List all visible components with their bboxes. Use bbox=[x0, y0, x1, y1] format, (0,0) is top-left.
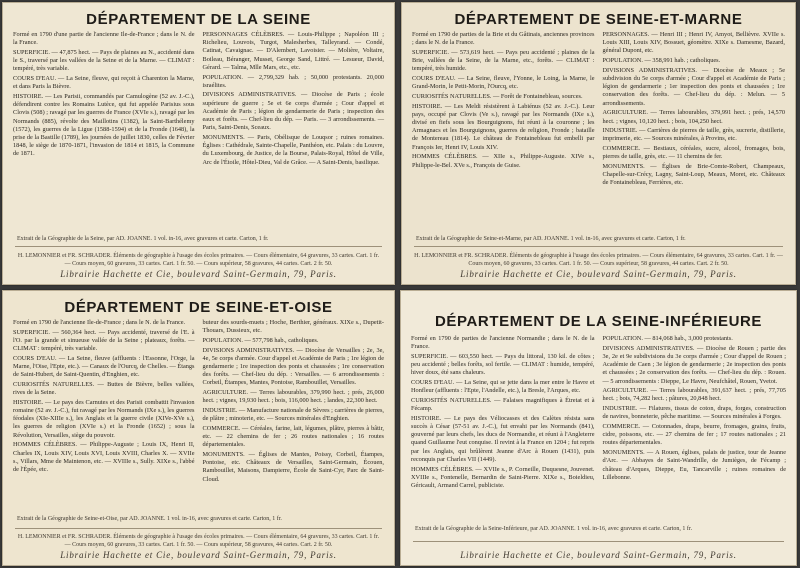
paragraph: MONUMENTS. — Paris, Obélisque de Louqsor ; ruines romaines. Églises : Cathédrale, Sainte-Chapelle, Panthéon, etc. Palais : du Louvre, du Luxembourg, de Justice, de la Bourse, Palais-Royal, Hôtel de Ville, Arc de l'Étoile, Hôtel-Dieu, Val de Grâce. — A Saint-Denis, basilique. bbox=[202, 133, 385, 166]
paragraph: buteur des sourds-muets ; Hoche, Berthier, généraux. XIXe s., Dupetit-Thouars, Dussieux, etc. bbox=[202, 319, 384, 335]
paragraph: PERSONNAGES CÉLÈBRES. — Louis-Philippe ; Napoléon III ; Richelieu, Louvois, Turgot, Malesherbes, Talleyrand. — Condé, Catinat, Cavaignac. — D'Alembert, Lavoisier. — Molière, Voltaire, Boileau, Béranger, Musset, George Sand, Littré. — Lesueur, David, Gérard. — Talma, Mlle Mars, etc., etc. bbox=[202, 31, 384, 71]
paragraph: INDUSTRIE. — Filatures, tissus de coton, draps, forges, construction de navires, bonneterie, pêche maritime. — Sources minérales à Forges. bbox=[602, 405, 786, 421]
paragraph: HISTOIRE. — Le pays des Carnutes et des Parisii combattit l'invasion romaine (52 av. J.-C.), fut ravagé par les Normands (IXe s.), les guerres féodales (XIe-XIIIe s.), les Anglais et la guerre civile (XIVe-XVe s.), les guerres de religion (XVIe s.) et la Fronde (1652) ; sous la Révolution, Versailles, siège du pouvoir. bbox=[13, 398, 195, 439]
paragraph: COURS D'EAU. — La Seine, fleuve, l'Yonne, le Loing, la Marne, le Grand-Morin, le Petit-Morin, l'Ourcq, etc. bbox=[412, 75, 595, 91]
extract-note: Extrait de la Géographie de la Seine-Inférieure, par AD. JOANNE. 1 vol. in-16, avec gravures et carte. Carton, 1 fr. bbox=[415, 526, 693, 532]
extract-note: Extrait de la Géographie de Seine-et-Marne, par AD. JOANNE. 1 vol. in-16, avec gravures et carte. Carton, 1 fr. bbox=[416, 236, 686, 242]
paragraph: HOMMES CÉLÈBRES. — Philippe-Auguste ; Louis IX, Henri II, Charles IX, Louis XIV, Louis XVI, Louis XVIII, Charles X. — XVIIe s., Villars, Mme de Maintenon, etc. — XVIIIe s., Sully. XIXe s., l'abbé de l'Épée, etc. bbox=[13, 441, 195, 473]
paragraph: SUPERFICIE. — 603,550 hect. — Pays du littoral, 130 kil. de côtes ; peu accidenté ; belles forêts, sol fertile. — CLIMAT : humide, tempéré, hiver doux, été sans chaleurs. bbox=[411, 352, 595, 377]
paragraph: MONUMENTS. — Églises de Brie-Comte-Robert, Champeaux, Chapelle-sur-Crécy, Lagny, Saint-Loup, Meaux, Moret, etc. Châteaux de Fontainebleau, Ferrières, etc. bbox=[602, 163, 785, 187]
paragraph: COURS D'EAU. — La Seine, qui se jette dans la mer entre le Havre et Honfleur (affluents : l'Epte, l'Andelle, etc.), la Bresle, l'Arques, etc. bbox=[411, 379, 595, 395]
paragraph: MONUMENTS. — Églises de Mantes, Poissy, Corbeil, Étampes, Pontoise, etc. Châteaux de Versailles, Saint-Germain, Écouen, Rambouillet, Maisons, Dampierre, École de Saint-Cyr, Parc de Saint-Cloud. bbox=[202, 451, 384, 483]
paragraph: HOMMES CÉLÈBRES. — XIIe s., Philippe-Auguste. XIVe s., Philippe-le-Bel. XVe s., François de Guise. bbox=[412, 153, 595, 169]
paragraph: CURIOSITÉS NATURELLES. — Buttes de Bièvre, belles vallées, rives de la Seine. bbox=[13, 380, 195, 397]
footer-references: H. LEMONNIER et FR. SCHRADER. Éléments de géographie à l'usage des écoles primaires. — Cours élémentaire, 64 gravures, 33 cartes. Cart. 1 fr. — Cours moyen, 60 gravures, 33 cartes. Cart. 1 fr. 50. — Cours supérieur, 58 gravures, 44 cartes. Cart. 2 fr. 50. bbox=[17, 534, 380, 548]
paragraph: HOMMES CÉLÈBRES. — XVIIe s., P. Corneille, Duquesne, Jouvenet. XVIIIe s., Fontenelle, Bernardin de Saint-Pierre. XIXe s., Boieldieu, Géricault, Armand Carrel, publiciste. bbox=[411, 465, 595, 489]
card-title: DÉPARTEMENT DE LA SEINE-INFÉRIEURE bbox=[434, 313, 763, 330]
footer-publisher: Librairie Hachette et Cie, boulevard Saint-Germain, 79, Paris. bbox=[60, 269, 337, 279]
left-column bbox=[13, 31, 195, 168]
left-column bbox=[411, 335, 595, 492]
paragraph: SUPERFICIE. — 573,619 hect. — Pays peu accidenté ; plaines de la Brie, vallées de la Seine, de la Marne, etc., forêts. — CLIMAT : tempéré, très humide. bbox=[412, 48, 595, 73]
footer-references: H. LEMONNIER et FR. SCHRADER. Éléments de géographie à l'usage des écoles primaires. — Cours élémentaire, 64 gravures, 33 cartes. Cart. 1 fr. — Cours moyen, 60 gravures, 33 cartes. Cart. 1 fr. 50. — Cours supérieur, 58 gravures, 44 cartes. Cart. 2 fr. 50. bbox=[414, 253, 783, 267]
paragraph: DIVISIONS ADMINISTRATIVES. — Diocèse de Meaux ; 5e subdivision du 5e corps d'armée ; Cour d'appel et Académie de Paris ; légion de gendarmerie ; 1er inspection des ponts et chaussées ; 1re conservation des forêts. — Chef-lieu du dép. : Melun. — 5 arrondissements. bbox=[602, 66, 785, 107]
paragraph: HISTOIRE. — Les Parisii, commandés par Camulogène (52 av. J.-C.), défendirent contre les Romains Lutèce, qui fut appelée Parisius sous Clovis (508) ; ravagé par les guerres de France (XVIe s.), ravagé par les Normands (885), révolte des Maillotins (1382), la Saint-Barthélemy (1572), les guerres de la Ligue (1588-1594) et de la Fronde (1648), la prise de la Bastille (1789), les journées de juillet 1830, celles de Février 1848, le siège de 1870-1871, l'invasion de 1814 et 1815, la Commune de 1871. bbox=[13, 92, 195, 158]
card-title: DÉPARTEMENT DE LA SEINE bbox=[86, 11, 311, 28]
paragraph: Formé en 1790 de l'ancienne Ile-de-France ; dans le N. de la France. bbox=[13, 319, 186, 326]
paragraph: POPULATION. — 814,068 hab., 3,000 protestants. bbox=[602, 335, 733, 342]
card-seine bbox=[2, 2, 395, 285]
left-column bbox=[13, 319, 195, 485]
paragraph: POPULATION. — 2,799,329 hab. ; 50,000 protestants. 20,000 israélites. bbox=[202, 73, 384, 89]
paragraph: COMMERCE. — Céréales, farine, lait, légumes, plâtre, pierres à bâtir, etc. — 22 chemins de fer ; 26 routes nationales ; 16 routes départementales. bbox=[202, 424, 384, 449]
paragraph: AGRICULTURE. — Terres labourables, 379,990 hect. ; prés, 26,000 hect. ; vignes, 19,930 hect. ; bois, 116,000 hect. ; landes, 22,300 hect. bbox=[202, 389, 384, 405]
right-column bbox=[203, 319, 385, 485]
paragraph: COMMERCE. — Cotonnades, draps, beurre, fromages, grains, fruits, cidre, poissons, etc. — 27 chemins de fer ; 17 routes nationales ; 21 routes départementales. bbox=[602, 423, 786, 447]
right-column bbox=[203, 31, 385, 168]
paragraph: POPULATION. — 358,991 hab. ; catholiques. bbox=[602, 57, 721, 65]
card-seine-inferieure bbox=[400, 290, 797, 566]
card-body bbox=[412, 31, 785, 189]
paragraph: MONUMENTS. — A Rouen, églises, palais de justice, tour de Jeanne d'Arc. — Abbayes de Saint-Wandrille, de Jumièges, de Fécamp ; château d'Arques, Dieppe, Eu, Tancarville ; ruines romaines de Lillebonne. bbox=[602, 449, 786, 481]
right-column bbox=[603, 31, 786, 189]
footer bbox=[3, 533, 394, 561]
extract-note: Extrait de la Géographie de la Seine, par AD. JOANNE. 1 vol. in-16, avec gravures et carte. Carton, 1 fr. bbox=[17, 236, 269, 242]
footer bbox=[401, 549, 796, 561]
footer-publisher: Librairie Hachette et Cie, boulevard Saint-Germain, 79, Paris. bbox=[460, 269, 737, 279]
divider bbox=[414, 246, 783, 247]
divider bbox=[413, 541, 784, 542]
footer-publisher: Librairie Hachette et Cie, boulevard Saint-Germain, 79, Paris. bbox=[60, 550, 337, 560]
footer-publisher: Librairie Hachette et Cie, boulevard Saint-Germain, 79, Paris. bbox=[460, 550, 737, 560]
paragraph: COURS D'EAU. — La Seine, fleuve, qui reçoit à Charenton la Marne, et dans Paris la Bièvre. bbox=[13, 75, 195, 91]
card-body bbox=[13, 31, 384, 168]
paragraph: SUPERFICIE. — 47,875 hect. — Pays de plaines au N., accidenté dans le S., traversé par les vallées de la Seine et de la Marne. — CLIMAT : tempéré, très variable. bbox=[13, 48, 195, 73]
paragraph: CURIOSITÉS NATURELLES. — Forêt de Fontainebleau, sources. bbox=[412, 92, 583, 100]
divider bbox=[15, 246, 382, 247]
card-seine-et-oise bbox=[2, 290, 395, 566]
paragraph: AGRICULTURE. — Terres labourables, 391,637 hect. ; prés, 77,705 hect. ; bois, 74,282 hect. ; pâtures, 20,848 hect. bbox=[602, 387, 786, 403]
paragraph: INDUSTRIE. — Manufacture nationale de Sèvres ; carrières de pierres, de plâtre ; minoterie, etc. — Sources minérales d'Enghien. bbox=[202, 407, 384, 423]
card-title: DÉPARTEMENT DE SEINE-ET-OISE bbox=[64, 299, 333, 316]
paragraph: INDUSTRIE. — Carrières de pierres de taille, grès, sucrerie, distillerie, imprimerie, etc. — Sources minérales, à Provins, etc. bbox=[602, 127, 785, 143]
paragraph: DIVISIONS ADMINISTRATIVES. — Diocèse de Versailles ; 2e, 3e, 4e, 5e corps d'armée. Cour d'appel et Académie de Paris ; 1re légion de gendarmerie ; 1re inspection des ponts et chaussées ; 1re conservation des forêts. — Chef-lieu du dép. : Versailles. — 6 arrondissements : Corbeil, Étampes, Mantes, Pontoise, Rambouillet, Versailles. bbox=[202, 346, 384, 387]
divider bbox=[15, 528, 382, 529]
paragraph: DIVISIONS ADMINISTRATIVES. — Diocèse de Rouen ; partie des 3e, 2e et 9e subdivisions du 3e corps d'armée ; Cour d'appel de Rouen ; Académie de Caen ; 3e légion de gendarmerie ; 2e inspection des ponts et chaussées ; 2e conservation des forêts. — Chef-lieu du dép. : Rouen. — 5 arrondissements : Dieppe, Le Havre, Neufchâtel, Rouen, Yvetot. bbox=[602, 344, 786, 385]
extract-note: Extrait de la Géographie de Seine-et-Oise, par AD. JOANNE. 1 vol. in-16, avec gravures et carte. Carton, 1 fr. bbox=[17, 516, 282, 522]
card-body bbox=[13, 319, 384, 485]
card-title: DÉPARTEMENT DE SEINE-ET-MARNE bbox=[454, 11, 743, 28]
paragraph: COMMERCE. — Bestiaux, céréales, sucre, alcool, fromages, bois, pierres de taille, grès, etc. — 11 chemins de fer. bbox=[602, 145, 785, 161]
paragraph: PERSONNAGES. — Henri III ; Henri IV, Amyot, Bellièvre. XVIIe s. Louis XIII, Louis XIV, Bossuet, géomètre. XIXe s. Damesme, Bazard, général Dupont, etc. bbox=[602, 31, 785, 55]
paragraph: AGRICULTURE. — Terres labourables, 379,991 hect. ; prés, 14,570 hect. ; vignes, 10,120 hect. ; bois, 104,250 hect. bbox=[602, 109, 785, 125]
paragraph: COURS D'EAU. — La Seine, fleuve (affluents : l'Essonne, l'Orge, la Marne, l'Oise, l'Epte, etc.). — Canaux de l'Ourcq, de Chelles. — Étangs de Saint-Hubert, de Saint-Quentin, d'Enghien, etc. bbox=[13, 354, 195, 379]
paragraph: HISTOIRE. — Les Meldi résistèrent à Labiénus (52 av. J.-C.). Leur pays, occupé par Clovis (Ve s.), ravagé par les Normands (IXe s.), divisé en fiefs sous les Bourguignons, fut réuni à la couronne ; les Armagnacs et les Bourguignons, guerres de religion, Fronde ; bataille de Montereau (1814). Le château de Fontainebleau fut embelli par François Ier, Henri IV, Louis XIV. bbox=[412, 102, 595, 151]
paragraph: Formé en 1790 d'une partie de l'ancienne Ile-de-France ; dans le N. de la France. bbox=[13, 31, 195, 47]
right-column bbox=[603, 335, 787, 492]
footer bbox=[3, 252, 394, 280]
left-column bbox=[412, 31, 595, 189]
card-seine-et-marne bbox=[401, 2, 796, 285]
paragraph: DIVISIONS ADMINISTRATIVES. — Diocèse de Paris ; école supérieure de guerre ; 5e et 6e corps d'armée ; Cour d'appel et Académie de Paris ; légion de gendarmerie de Paris ; inspection des eaux et forêts. — Chef-lieu du dép. — Paris. — 3 arrondissements. — Paris, Saint-Denis, Sceaux. bbox=[202, 91, 384, 132]
paragraph: CURIOSITÉS NATURELLES. — Falaises magnifiques à Étretat et à Fécamp. bbox=[411, 396, 595, 413]
footer bbox=[402, 252, 795, 280]
footer-references: H. LEMONNIER et FR. SCHRADER. Éléments de géographie à l'usage des écoles primaires. — Cours élémentaire, 64 gravures, 33 cartes. Cart. 1 fr. — Cours moyen, 60 gravures, 33 cartes. Cart. 1 fr. 50. — Cours supérieur, 58 gravures, 44 cartes. Cart. 2 fr. 50. bbox=[17, 253, 380, 267]
paragraph: HISTOIRE. — Le pays des Véliocasses et des Calètes résista sans succès à César (57-51 av. J.-C.), fut envahi par les Normands (841), gouverné par leurs chefs, les ducs de Normandie, et réuni à l'Angleterre quand Guillaume l'eut conquise. Il revint à la France en 1204 ; fut repris par les Anglais, qui brûlèrent Jeanne d'Arc à Rouen (1431), puis reconquis par Charles VII (1449). bbox=[411, 414, 595, 463]
paragraph: Formé en 1790 de parties de la Brie et du Gâtinais, anciennes provinces ; dans le N. de la France. bbox=[412, 31, 595, 47]
paragraph: SUPERFICIE. — 560,364 hect. — Pays accidenté, traversé de l'E. à l'O. par la grande et sinueuse vallée de la Seine ; plateaux, forêts. — CLIMAT : tempéré, très variable. bbox=[13, 328, 195, 353]
paragraph: Formé en 1790 de parties de l'ancienne Normandie ; dans le N. de la France. bbox=[411, 335, 595, 351]
paragraph: POPULATION. — 577,798 hab., catholiques. bbox=[202, 336, 319, 344]
card-body bbox=[411, 335, 786, 492]
